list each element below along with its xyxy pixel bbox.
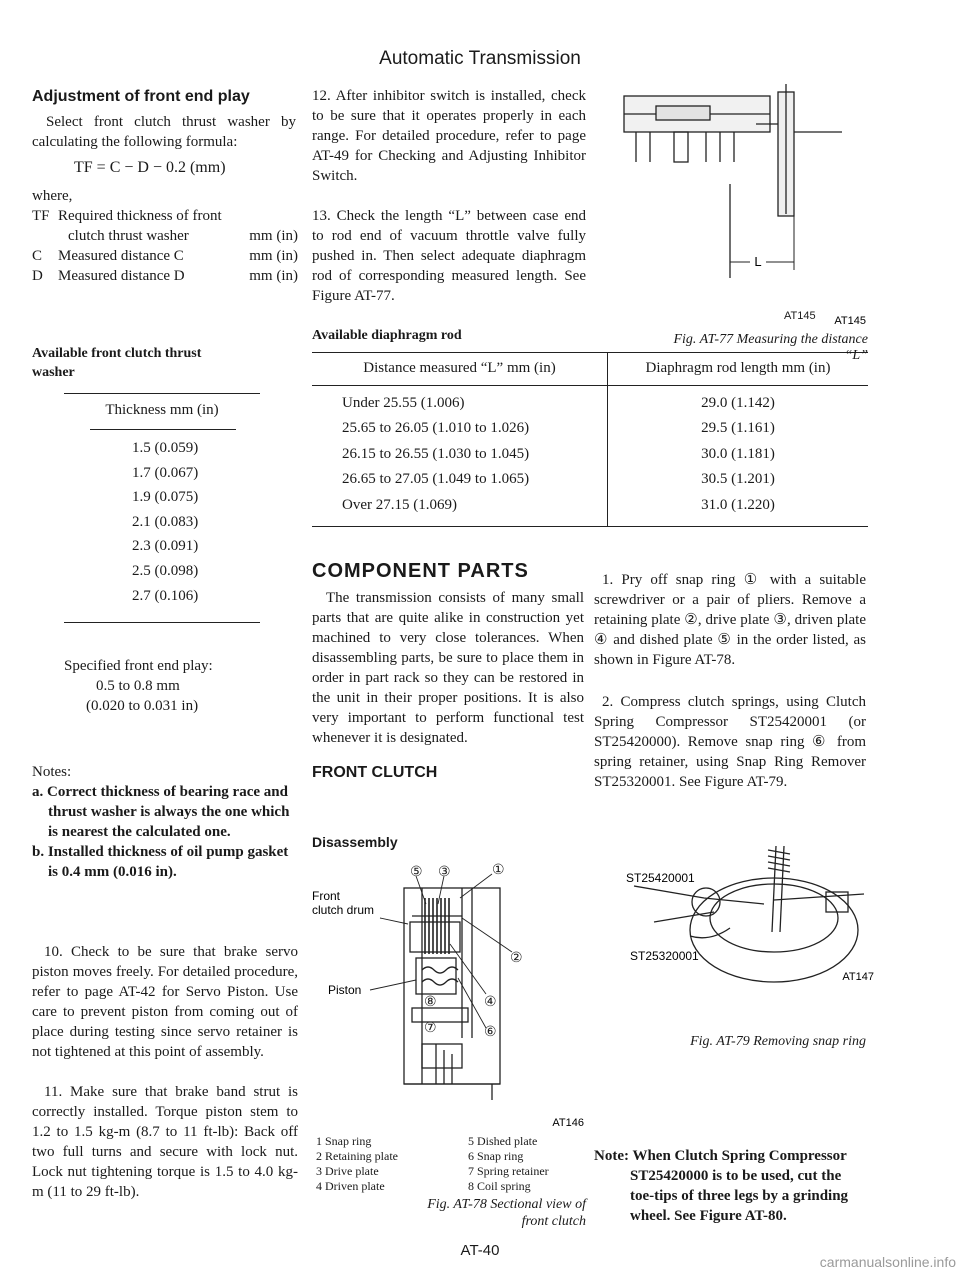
- front-end-play-heading: Adjustment of front end play: [32, 88, 250, 105]
- dimension-l-label: L: [754, 254, 762, 269]
- def-unit: mm (in): [249, 248, 298, 264]
- spec-mm: 0.5 to 0.8 mm: [96, 678, 180, 694]
- def-symbol: [32, 226, 58, 246]
- table-row: 31.0 (1.220): [701, 496, 775, 513]
- legend-item: 4 Driven plate: [316, 1179, 385, 1193]
- table-row: Over 27.15 (1.069): [342, 496, 457, 513]
- legend-item: 2 Retaining plate: [316, 1149, 398, 1163]
- fig-at77-measuring-l: [616, 84, 868, 327]
- where-label: where,: [32, 188, 73, 204]
- table-row: 1.7 (0.067): [132, 464, 199, 481]
- page-number: AT-40: [460, 1242, 500, 1259]
- label-piston: Piston: [328, 983, 362, 997]
- step-12: 12. After inhibitor switch is installed, check to be sure that it operates properly in each range. For detailed procedure, refer to page AT-49 for Checking and Adjusting Inhibitor Switch.: [312, 88, 586, 184]
- washer-table-title: [32, 344, 201, 382]
- callout-5: ⑤: [410, 863, 423, 879]
- fig77-caption: [620, 332, 868, 364]
- washer-title-line: Available front clutch thrust: [32, 346, 202, 361]
- table-row: 30.0 (1.181): [701, 445, 775, 462]
- callout-3: ③: [438, 863, 451, 879]
- fig78-legend-left: [316, 1134, 398, 1194]
- fig-at78-sectional-view: [312, 858, 588, 1130]
- step-1: 1. Pry off snap ring ① with a suitable screwdriver or a pair of pliers. Remove a retaining plate ②, drive plate ③, driven plate ④ and dished plate ⑤ in the order listed, as shown in Figure AT-78.: [594, 572, 866, 668]
- rod-table-title: Available diaphragm rod: [312, 328, 462, 343]
- step-10: 10. Check to be sure that brake servo piston moves freely. For detailed procedure, refer to page AT-42 for Servo Piston. Use care to prevent piston from coming out of place during testing since servo retainer is not tightened at this point of assembly.: [32, 944, 298, 1060]
- fig-code-at146: AT146: [552, 1117, 584, 1129]
- rod-header-length: Diaphragm rod length mm (in): [645, 360, 831, 376]
- rod-header-distance: Distance measured “L” mm (in): [363, 360, 556, 376]
- washer-table-body: [132, 436, 198, 608]
- def-symbol: TF: [32, 208, 50, 224]
- definition-row: [32, 246, 298, 266]
- table-row: Under 25.55 (1.006): [342, 395, 465, 411]
- table-rule: [312, 526, 868, 527]
- table-row: 29.0 (1.142): [701, 395, 775, 411]
- table-row: 30.5 (1.201): [701, 471, 775, 488]
- table-row: 2.7 (0.106): [132, 587, 199, 604]
- table-rule: [64, 622, 260, 623]
- washer-title-line: washer: [32, 365, 75, 380]
- caption-line: Fig. AT-78 Sectional view of: [427, 1197, 586, 1212]
- fig-code-at145-label: AT145: [784, 310, 816, 322]
- legend-item: 3 Drive plate: [316, 1164, 379, 1178]
- rod-col-length: [608, 391, 868, 518]
- page-header: Automatic Transmission: [379, 48, 581, 69]
- callout-1: ①: [492, 861, 505, 877]
- step-11: 11. Make sure that brake band strut is correctly installed. Torque piston stem to 1.2 to 1.5 kg-m (8.7 to 11 ft-lb): Back off two full turns and secure with lock nut. Lock nut tightening torque is 1.5 to 4.0 kg-m (11 to 29 ft-lb).: [32, 1084, 298, 1200]
- table-row: 25.65 to 26.05 (1.010 to 1.026): [342, 420, 530, 437]
- definition-row: [32, 206, 298, 226]
- def-text: clutch thrust washer: [68, 228, 189, 244]
- legend-item: 6 Snap ring: [468, 1149, 524, 1163]
- fig79-caption: Fig. AT-79 Removing snap ring: [690, 1034, 866, 1049]
- def-symbol: C: [32, 248, 43, 264]
- table-rule: [312, 385, 868, 386]
- callout-8: ⑧: [424, 993, 437, 1009]
- step-13: 13. Check the length “L” between case end to rod end of vacuum throttle valve fully pushed in. Then select adequate diaphragm rod of corresponding measured length. See Figure AT-77.: [312, 208, 586, 304]
- definition-row: [32, 226, 298, 246]
- table-row: 29.5 (1.161): [701, 420, 775, 437]
- intro-text: Select front clutch thrust washer by calculating the following formula:: [32, 114, 296, 150]
- rod-col-distance: [342, 391, 529, 518]
- table-row: 1.9 (0.075): [132, 489, 199, 506]
- note-compressor: Note: When Clutch Spring Compressor ST25420000 is to be used, cut the toe-tips of three legs by a grinding wheel. See Figure AT-80.: [594, 1148, 849, 1224]
- fig-at79-removing-snap-ring: [614, 842, 876, 1002]
- callout-2: ②: [510, 949, 523, 965]
- legend-item: 1 Snap ring: [316, 1134, 372, 1148]
- spec-in: (0.020 to 0.031 in): [86, 698, 199, 714]
- def-unit: mm (in): [249, 228, 298, 244]
- legend-item: 5 Dished plate: [468, 1134, 538, 1148]
- table-row: 26.15 to 26.55 (1.030 to 1.045): [342, 445, 530, 462]
- def-symbol: D: [32, 268, 43, 284]
- def-text: Measured distance C: [58, 248, 184, 264]
- label-clutch-drum: clutch drum: [312, 903, 375, 917]
- table-row: 1.5 (0.059): [132, 440, 199, 456]
- caption-line: Fig. AT-77 Measuring the distance: [673, 332, 868, 347]
- def-text: Measured distance D: [58, 268, 185, 284]
- fig-code-at147: AT147: [842, 971, 874, 983]
- table-row: 2.1 (0.083): [132, 513, 199, 530]
- table-rule: [64, 393, 260, 394]
- legend-item: 8 Coil spring: [468, 1179, 531, 1193]
- def-text: Required thickness of front: [58, 208, 222, 224]
- step-2: 2. Compress clutch springs, using Clutch Spring Compressor ST25420001 (or ST25420000). Remove snap ring ⑥ from spring retainer, using Snap Ring Remover ST25320001. See Figure AT-79.: [594, 694, 866, 790]
- component-parts-heading: COMPONENT PARTS: [312, 560, 529, 582]
- definitions: [32, 206, 298, 286]
- callout-7: ⑦: [424, 1019, 437, 1035]
- table-row: 2.3 (0.091): [132, 538, 199, 555]
- component-parts-text: The transmission consists of many small parts that are quite alike in construction yet machined to very close tolerances. When disassembling parts, be sure to place them in order in part rack so they can be restored in the unit in their proper positions. It is also very important to perform functional test whenever it is designated.: [312, 590, 584, 746]
- tool-label-compressor: ST25420001: [626, 871, 695, 885]
- definition-row: [32, 266, 298, 286]
- def-unit: mm (in): [249, 268, 298, 284]
- formula: TF = C − D − 0.2 (mm): [74, 159, 226, 176]
- front-clutch-heading: FRONT CLUTCH: [312, 764, 438, 781]
- table-rule: [90, 429, 236, 430]
- legend-item: 7 Spring retainer: [468, 1164, 549, 1178]
- note-b: b. Installed thickness of oil pump gasket is 0.4 mm (0.016 in).: [32, 844, 289, 880]
- fig-code-at145: AT145: [834, 315, 866, 327]
- fig78-caption: [366, 1196, 586, 1230]
- spec-title: Specified front end play:: [64, 658, 213, 674]
- notes-title: Notes:: [32, 764, 72, 780]
- washer-table-header: Thickness mm (in): [105, 402, 219, 418]
- watermark: carmanualsonline.info: [819, 1254, 956, 1270]
- note-a: a. Correct thickness of bearing race and thrust washer is always the one which is nearest the calculated one.: [32, 784, 290, 840]
- callout-4: ④: [484, 993, 497, 1009]
- label-front: Front: [312, 889, 341, 903]
- table-row: 2.5 (0.098): [132, 562, 199, 579]
- caption-line: front clutch: [521, 1214, 586, 1229]
- caption-line: “L”: [844, 348, 868, 363]
- tool-label-remover: ST25320001: [630, 949, 699, 963]
- fig78-legend-right: [468, 1134, 549, 1194]
- table-row: 26.65 to 27.05 (1.049 to 1.065): [342, 471, 530, 488]
- callout-6: ⑥: [484, 1023, 497, 1039]
- disassembly-heading: Disassembly: [312, 834, 398, 850]
